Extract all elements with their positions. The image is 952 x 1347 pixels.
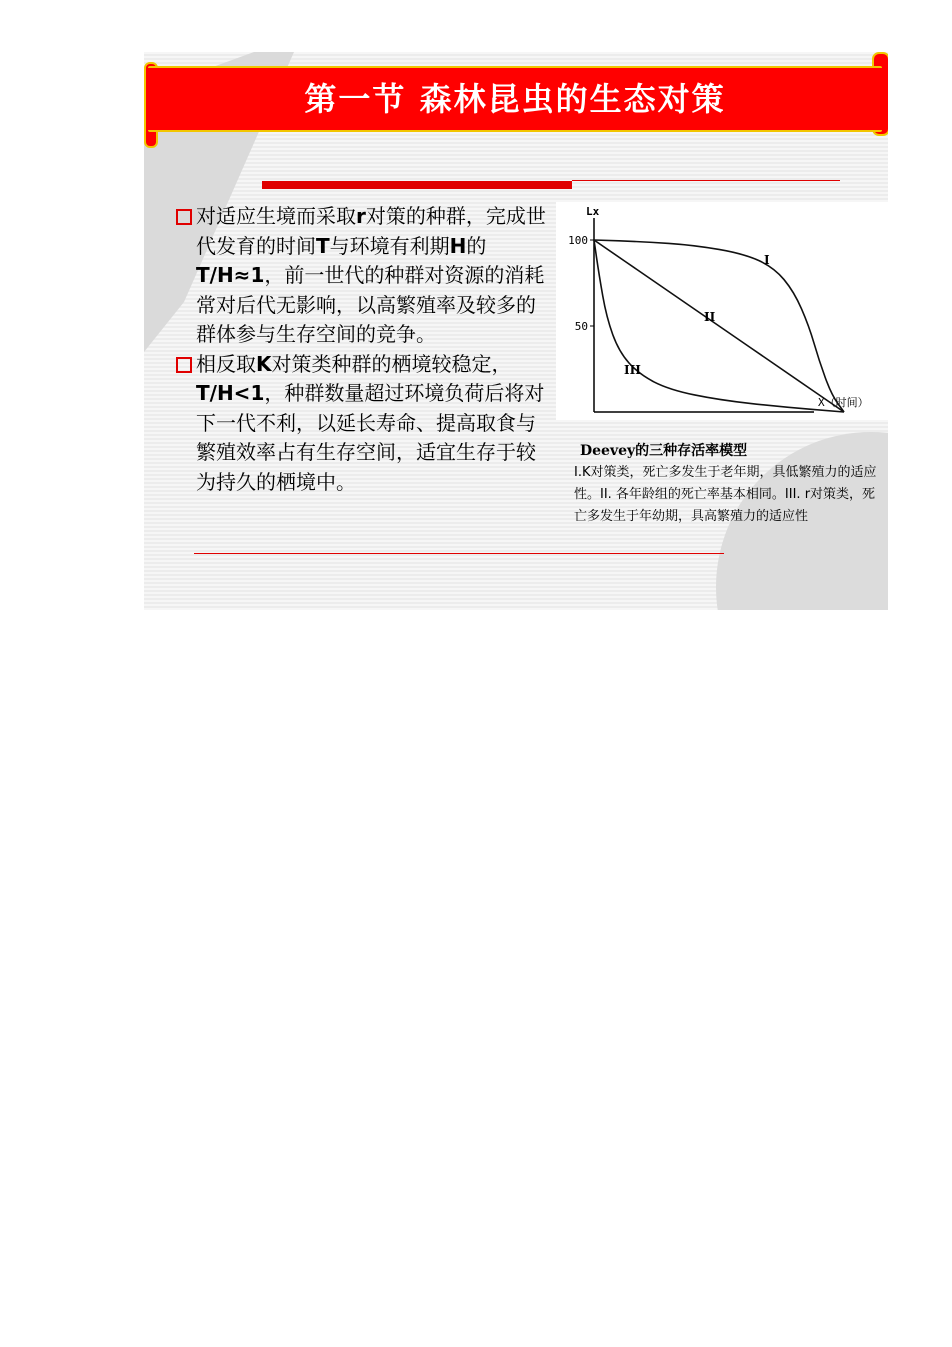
bullet-emphasis: T/H≈1 — [196, 263, 265, 287]
bullet-square-icon — [176, 209, 192, 225]
bullet-text: 的 — [466, 233, 487, 258]
series-label-iii: III — [624, 363, 641, 378]
series-label-ii: II — [704, 309, 716, 324]
slide — [144, 52, 888, 610]
bullet-text: 对策类种群的栖境较稳定， — [271, 351, 512, 376]
bullet-text: 相反取 — [196, 351, 256, 376]
bullet-text: ，前一世代的种群对资源的消耗常对后代无影响，以高繁殖率及较多的群体参与生存空间的竞争。 — [196, 263, 545, 346]
bullet-emphasis: H — [449, 233, 467, 258]
title-underline-thin — [572, 180, 840, 181]
x-axis-label: X（时间） — [818, 396, 869, 409]
series-label-i: I — [764, 253, 770, 268]
title-underline-thick — [262, 181, 572, 189]
bullet-text: ，种群数量超过环境负荷后将对下一代不利，以延长寿命、提高取食与繁殖效率占有生存空间，适宜生存于较为持久的栖境中。 — [196, 381, 545, 494]
bullet-list — [174, 202, 554, 497]
bullet-text: 对策的种群，完成世代发育的时间 — [196, 204, 546, 258]
chart-caption — [574, 440, 886, 528]
bullet-square-icon — [176, 357, 192, 373]
slide-title: 第一节 森林昆虫的生态对策 — [304, 80, 726, 118]
bullet-text: 对适应生境而采取 — [196, 204, 356, 228]
bullet-emphasis: T/H<1 — [196, 381, 265, 405]
bullet-text: 与环境有利期 — [329, 233, 450, 258]
chart-svg — [556, 202, 888, 420]
y-tick-label: 50 — [574, 320, 588, 333]
survivorship-chart — [556, 202, 888, 420]
caption-title: Deevey的三种存活率模型 — [580, 443, 748, 459]
caption-body: I.K对策类，死亡多发生于老年期，具低繁殖力的适应性。II. 各年龄组的死亡率基本相同。III. r对策类，死亡多发生于年幼期，具高繁殖力的适应性 — [574, 465, 877, 524]
title-banner — [148, 66, 882, 132]
bottom-rule — [194, 553, 724, 554]
bullet-item — [174, 202, 554, 350]
bullet-item — [174, 350, 554, 498]
bullet-emphasis: r — [356, 204, 366, 228]
bullet-emphasis: K — [256, 351, 272, 376]
series-line-ii — [594, 240, 844, 412]
y-tick-label: 100 — [568, 234, 588, 247]
y-axis-label: Lx — [586, 205, 600, 218]
bullet-emphasis: T — [316, 233, 330, 258]
